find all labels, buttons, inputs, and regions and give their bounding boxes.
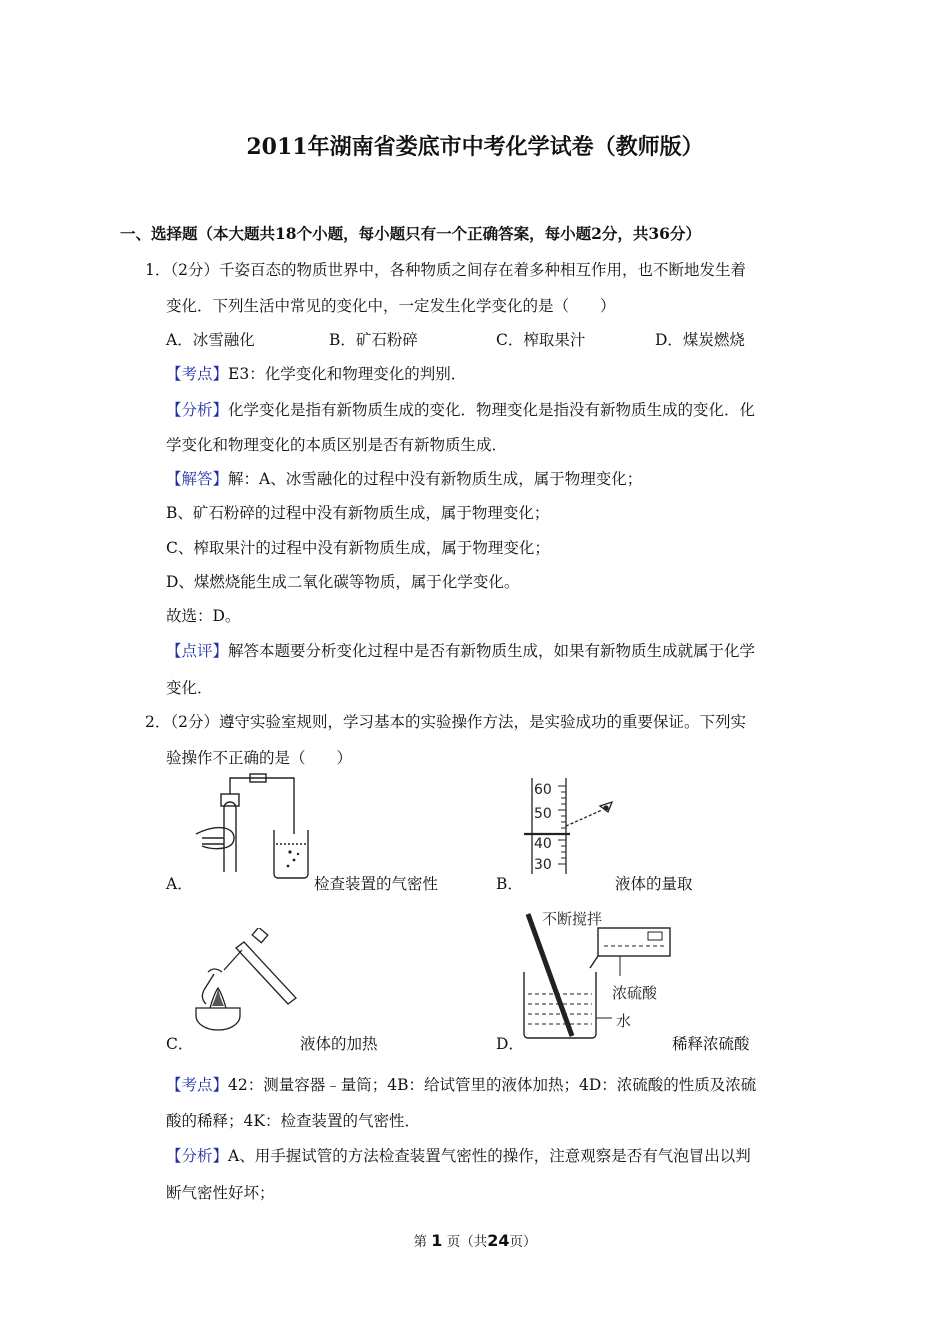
cylinder-tick-30: 30: [534, 857, 552, 873]
q2-kaodian: [166, 1073, 756, 1095]
kaodian-tag: 【考点】: [166, 1076, 229, 1094]
footer-middle: 页（共: [446, 1234, 488, 1250]
page-footer: [0, 1230, 950, 1250]
fenxi-text: 化学变化是指有新物质生成的变化．物理变化是指没有新物质生成的变化．化: [228, 401, 756, 419]
q1-fenxi: [166, 398, 755, 420]
q1-jieda-b: B、矿石粉碎的过程中没有新物质生成，属于物理变化；: [166, 504, 550, 522]
figure-cylinder-reading: [520, 776, 620, 876]
page-title: 2011年湖南省娄底市中考化学试卷（教师版）: [246, 134, 704, 160]
fenxi-tag: 【分析】: [166, 401, 229, 419]
q1-fenxi-line2: 学变化和物理变化的本质区别是否有新物质生成．: [166, 436, 508, 454]
fenxi-text: A、用手握试管的方法检查装置气密性的操作，注意观察是否有气泡冒出以判: [228, 1147, 751, 1165]
dianping-tag: 【点评】: [166, 642, 229, 660]
q1-jieda: [166, 467, 642, 489]
q1-option-a: A．冰雪融化: [166, 331, 255, 349]
figure-airtightness-check: [190, 772, 320, 880]
label-keep-stirring: 不断搅拌: [542, 910, 603, 928]
kaodian-text: 42：测量容器﹣量筒；4B：给试管里的液体加热；4D：浓硫酸的性质及浓硫: [228, 1076, 757, 1094]
cylinder-tick-50: 50: [534, 806, 552, 822]
q2-figure-c-label: C．: [166, 1035, 194, 1053]
fenxi-tag: 【分析】: [166, 1147, 229, 1165]
q1-option-d: D．煤炭燃烧: [655, 331, 745, 349]
q2-figure-b-caption: 液体的量取: [615, 875, 693, 893]
jieda-text: 解：A、冰雪融化的过程中没有新物质生成，属于物理变化；: [228, 470, 643, 488]
q1-dianping-line2: 变化．: [166, 679, 213, 697]
q2-fenxi-line2: 断气密性好坏；: [166, 1184, 275, 1202]
label-water: 水: [616, 1012, 632, 1030]
q1-answer: 故选：D。: [166, 607, 241, 625]
q1-jieda-c: C、榨取果汁的过程中没有新物质生成，属于物理变化；: [166, 539, 550, 557]
section-heading: 一、选择题（本大题共18个小题，每小题只有一个正确答案，每小题2分，共36分）: [120, 224, 701, 243]
kaodian-tag: 【考点】: [166, 365, 229, 383]
q2-figure-b-label: B．: [496, 875, 523, 893]
footer-suffix: 页）: [509, 1234, 537, 1250]
q1-kaodian: [166, 362, 466, 384]
dianping-text: 解答本题要分析变化过程中是否有新物质生成，如果有新物质生成就属于化学: [228, 642, 756, 660]
cylinder-tick-60: 60: [534, 782, 552, 798]
q2-kaodian-line2: 酸的稀释；4K：检查装置的气密性．: [166, 1112, 420, 1130]
q1-stem-line2: 变化．下列生活中常见的变化中，一定发生化学变化的是（ ）: [166, 297, 616, 315]
q2-fenxi: [166, 1144, 751, 1166]
figure-heating-liquid: [188, 928, 308, 1038]
q2-stem-line2: 验操作不正确的是（ ）: [166, 749, 353, 767]
footer-page-number: 1: [431, 1231, 443, 1250]
jieda-tag: 【解答】: [166, 470, 229, 488]
q1-option-c: C．榨取果汁: [496, 331, 586, 349]
q2-stem-line1: 2．（2分）遵守实验室规则，学习基本的实验操作方法，是实验成功的重要保证。下列实: [145, 713, 746, 731]
footer-prefix: 第: [413, 1234, 427, 1250]
kaodian-text: E3：化学变化和物理变化的判别．: [228, 365, 467, 383]
q1-stem-line1: 1．（2分）千姿百态的物质世界中，各种物质之间存在着多种相互作用，也不断地发生着: [145, 261, 746, 279]
q1-dianping: [166, 639, 755, 661]
q2-figure-a-label: A．: [166, 875, 193, 893]
q1-option-b: B．矿石粉碎: [329, 331, 418, 349]
figure-dilute-sulfuric-acid: [520, 910, 680, 1042]
cylinder-tick-40: 40: [534, 836, 552, 852]
q2-figure-a-caption: 检查装置的气密性: [314, 875, 439, 893]
label-concentrated-acid: 浓硫酸: [612, 984, 658, 1002]
q2-figure-d-caption: 稀释浓硫酸: [672, 1035, 750, 1053]
q2-figure-c-caption: 液体的加热: [300, 1035, 378, 1053]
footer-total-pages: 24: [487, 1231, 510, 1250]
q2-figure-d-label: D．: [496, 1035, 524, 1053]
q1-jieda-d: D、煤燃烧能生成二氧化碳等物质，属于化学变化。: [166, 573, 520, 591]
